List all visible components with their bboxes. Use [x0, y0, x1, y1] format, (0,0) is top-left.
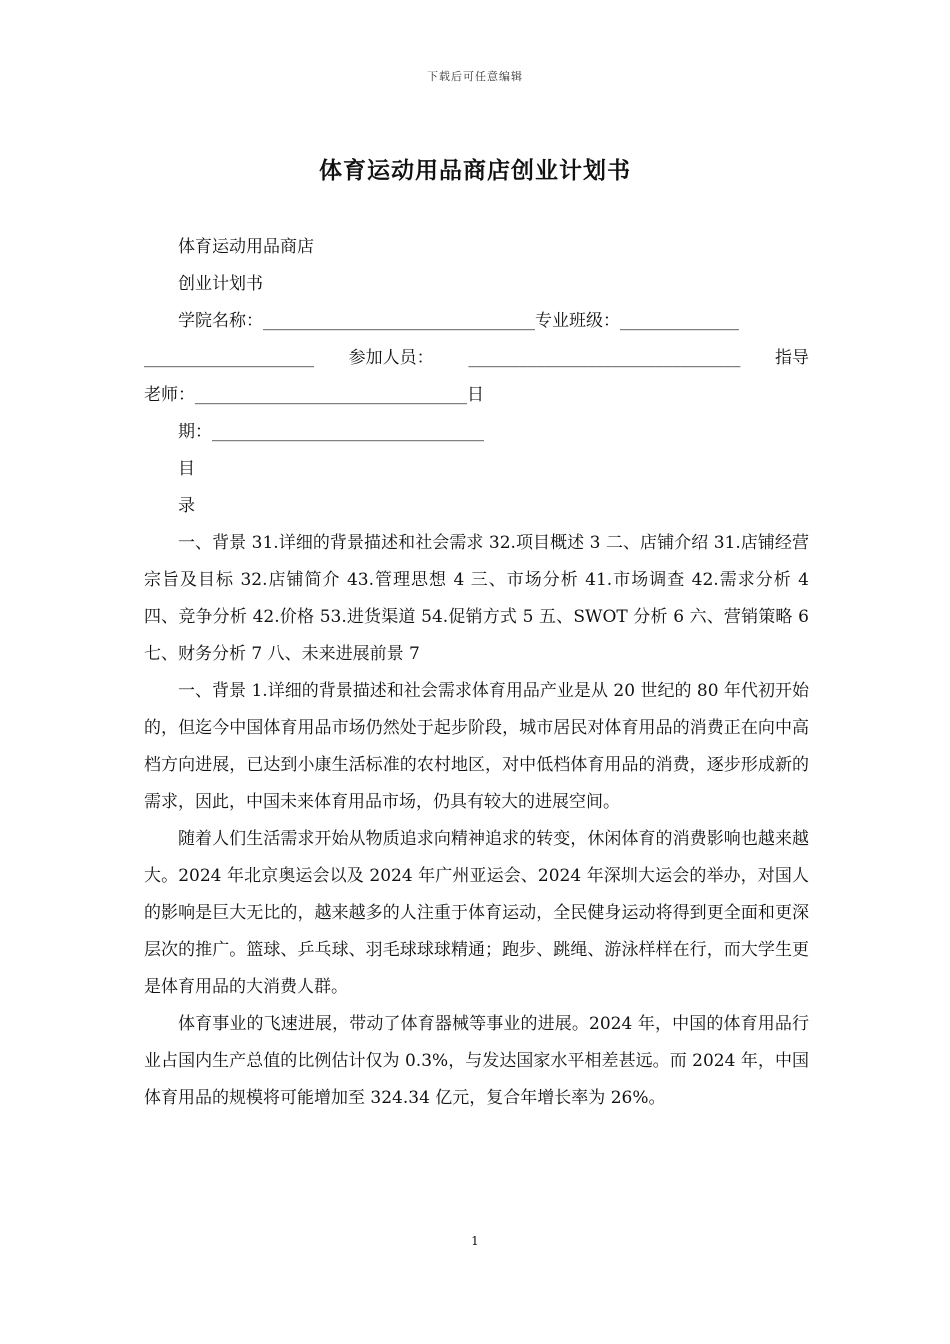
college-label: 学院名称：: [178, 311, 263, 331]
cover-line-store: 体育运动用品商店: [178, 237, 314, 257]
participants-label: 参加人员：: [348, 348, 434, 368]
class-blank: ______________: [620, 311, 739, 331]
class-blank-continued: ____________________: [144, 348, 314, 368]
page-number: 1: [471, 1234, 479, 1248]
toc-heading-1: 目: [178, 459, 195, 479]
date-blank: ________________________________: [212, 422, 484, 442]
advisor-blank: ________________________________: [195, 385, 467, 405]
header-note: 下载后可任意编辑: [427, 70, 523, 83]
date-label-cont: 期：: [178, 422, 212, 442]
cover-form-line-3: [144, 377, 809, 414]
cover-form-line-4: [144, 414, 809, 451]
page-title: 体育运动用品商店创业计划书: [319, 157, 631, 184]
advisor-label: 指导: [774, 348, 809, 368]
toc-heading-2: 录: [178, 496, 195, 516]
class-label: 专业班级：: [535, 311, 620, 331]
paragraph-background: 一、背景 1.详细的背景描述和社会需求体育用品产业是从 20 世纪的 80 年代初开始的，但迄今中国体育用品市场仍然处于起步阶段，城市居民对体育用品的消费正在向中高档方向进展，已达到小康生活标准的农村地区，对中低档体育用品的消费，逐步形成新的需求，因此，中国未来体育用品市场，仍具有较大的进展空间。: [144, 681, 809, 812]
toc-text: 一、背景 31.详细的背景描述和社会需求 32.项目概述 3 二、店铺介绍 31.店铺经营宗旨及目标 32.店铺简介 43.管理思想 4 三、市场分析 41.市场调查 42.需求分析 4 四、竞争分析 42.价格 53.进货渠道 54.促销方式 5 五、SWOT 分析 6 六、营销策略 6 七、财务分析 7 八、未来进展前景 7: [144, 533, 809, 664]
cover-form: [144, 303, 809, 340]
document-body: [144, 229, 809, 1117]
cover-form-line-2: [144, 340, 809, 377]
paragraph-lifestyle: 随着人们生活需求开始从物质追求向精神追求的转变，休闲体育的消费影响也越来越大。2024 年北京奥运会以及 2024 年广州亚运会、2024 年深圳大运会的举办，对国人的影响是巨大无比的，越来越多的人注重于体育运动，全民健身运动将得到更全面和更深层次的推广。篮球、乒乓球、羽毛球球球精通；跑步、跳绳、游泳样样在行，而大学生更是体育用品的大消费人群。: [144, 829, 809, 997]
college-blank: ________________________________: [263, 311, 535, 331]
participants-blank: ________________________________: [468, 348, 741, 368]
advisor-label-cont: 老师：: [144, 385, 195, 405]
paragraph-industry: 体育事业的飞速进展，带动了体育器械等事业的进展。2024 年，中国的体育用品行业占国内生产总值的比例估计仅为 0.3%，与发达国家水平相差甚远。而 2024 年，中国体育用品的规模将可能增加至 324.34 亿元，复合年增长率为 26%。: [144, 1014, 809, 1108]
cover-line-plan: 创业计划书: [178, 274, 263, 294]
date-label: 日: [467, 385, 484, 405]
